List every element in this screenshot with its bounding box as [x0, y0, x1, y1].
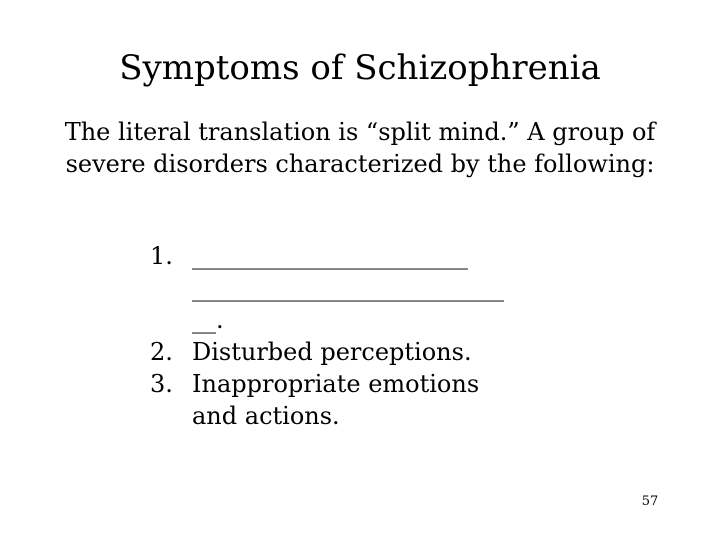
symptom-list [150, 240, 610, 432]
page-number: 57 [641, 494, 659, 509]
list-item [150, 336, 610, 368]
list-item-text: Disturbed perceptions. [192, 338, 472, 366]
list-item [150, 240, 610, 336]
slide-title: Symptoms of Schizophrenia [119, 48, 601, 88]
list-item [150, 368, 610, 432]
list-item-blank-text: _______________________ __________________________ __. [192, 242, 504, 334]
list-item-text: Inappropriate emotions and actions. [192, 370, 480, 430]
list-item-number: 1. [150, 242, 173, 270]
list-item-number: 3. [150, 370, 173, 398]
list-item-number: 2. [150, 338, 173, 366]
intro-paragraph: The literal translation is “split mind.” A group of severe disorders characterized by the following: [64, 118, 656, 178]
